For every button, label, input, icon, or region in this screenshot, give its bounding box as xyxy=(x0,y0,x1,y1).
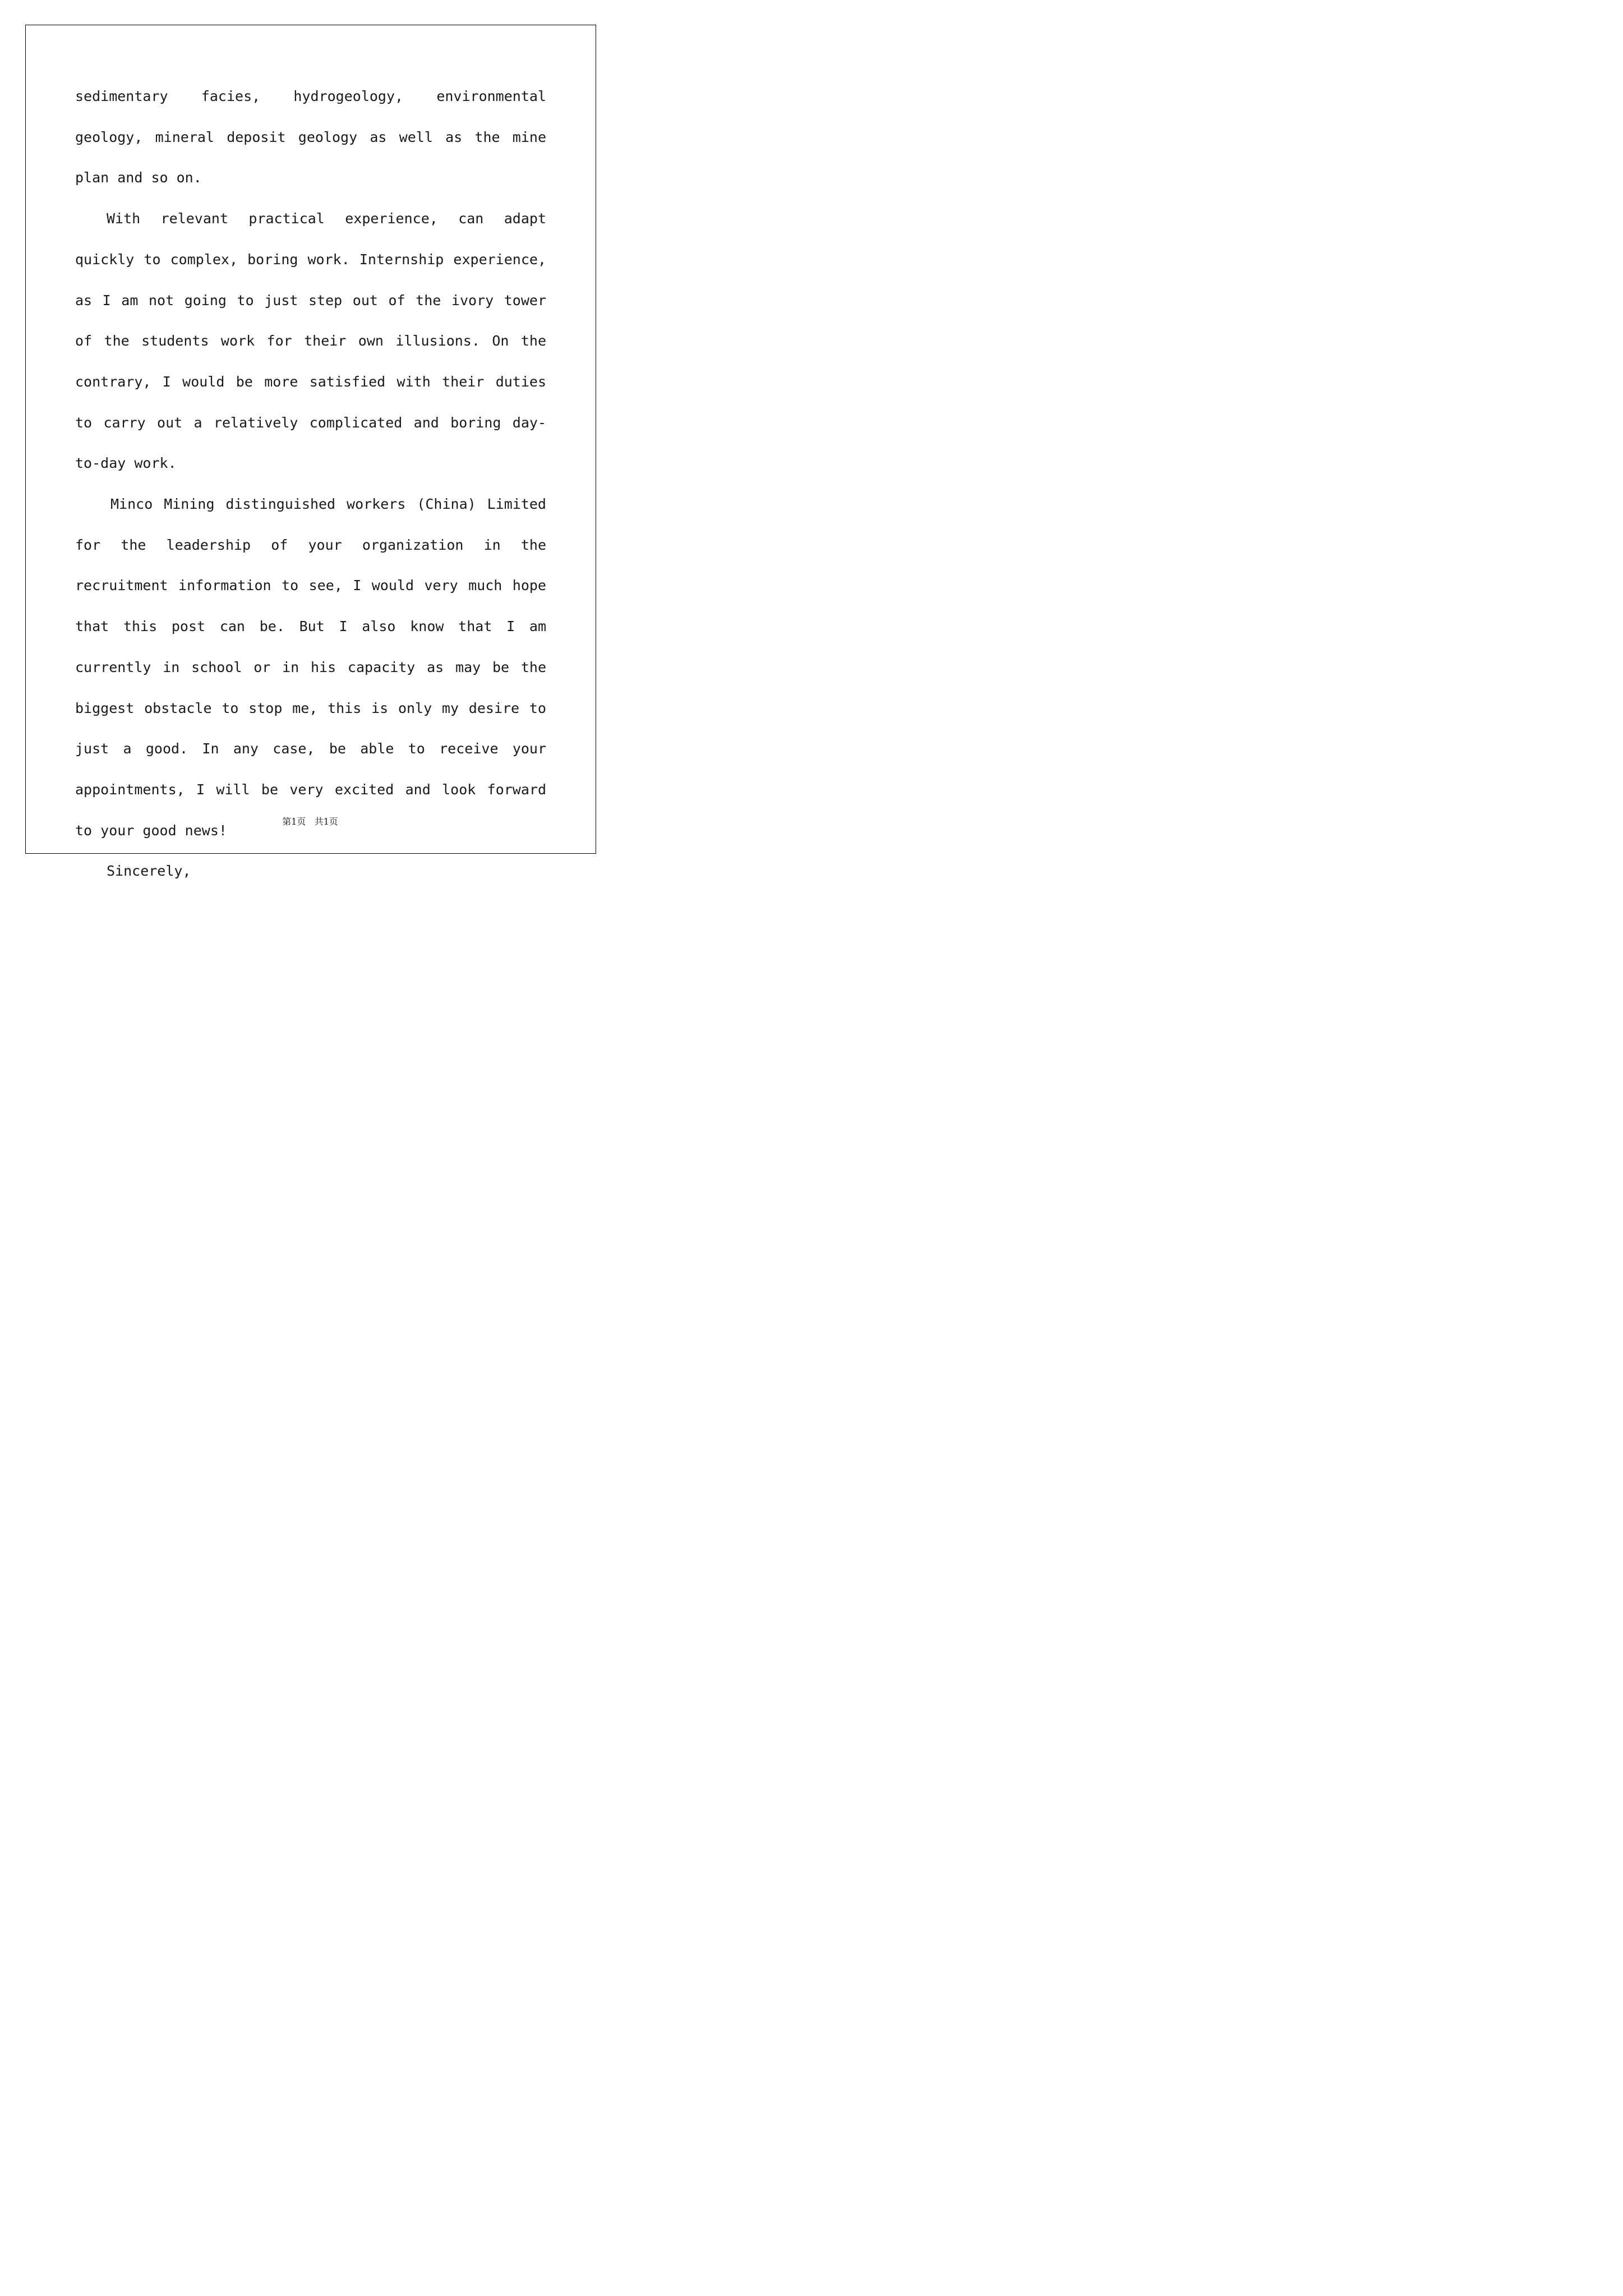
page-number-footer: 第1页 共1页 xyxy=(282,816,338,827)
paragraph-continuation: sedimentary facies, hydrogeology, environmental geology, mineral deposit geology as well as the mine plan and so on. xyxy=(75,88,546,186)
letter-body xyxy=(75,76,546,892)
paragraph-experience: With relevant practical experience, can adapt quickly to complex, boring work. Internship experience, as I am not going to just step out of the ivory tower of the students work for their own illusions. On the contrary, I would be more satisfied with their duties to carry out a relatively complicated and boring day-to-day work. xyxy=(75,210,546,472)
closing-salutation: Sincerely, xyxy=(107,863,191,880)
paragraph-application: Minco Mining distinguished workers (China) Limited for the leadership of your organization in the recruitment information to see, I would very much hope that this post can be. But I also know that I am currently in school or in his capacity as may be the biggest obstacle to stop me, this is only my desire to just a good. In any case, be able to receive your appointments, I will be very excited and look forward to your good news! xyxy=(75,496,546,839)
